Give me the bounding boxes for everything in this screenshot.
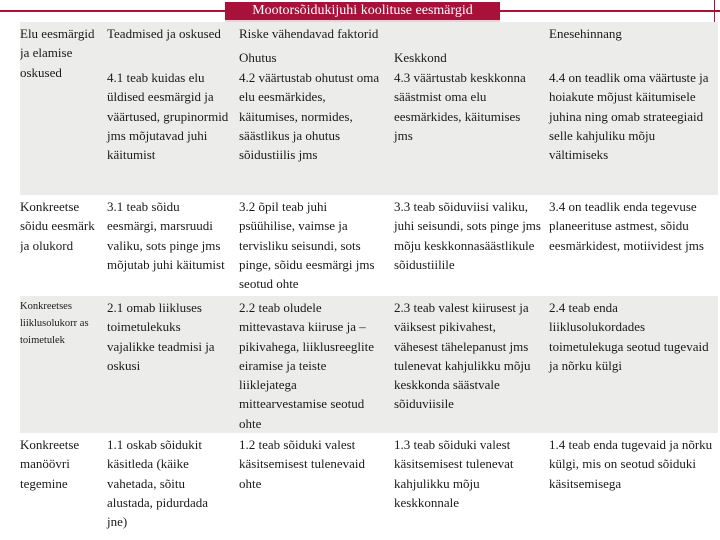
cell-3-1: 3.1 teab sõidu eesmärgi, marsruudi valiku, sots pinge jms mõjutab juhi käitumist [103,195,235,296]
cell-2-3: 2.3 teab valest kiirusest ja väiksest pikivahest, vähesest tähelepanust jms tulenevat kahjulikku mõju keskkonda säästvale sõiduviisile [390,296,545,433]
subheader-environment: Keskkond [390,46,545,66]
cell-2-1: 2.1 omab liikluses toimetulekuks vajalikke teadmisi ja oskusi [103,296,235,433]
title-bar [0,0,720,22]
cell-1-3: 1.3 teab sõiduki valest käsitsemisest tulenevat kahjulikku mõju keskkonnale [390,433,545,540]
subheader-blank [545,46,718,66]
title-rule-cap [714,0,720,22]
cell-3-2: 3.2 õpil teab juhi psüühilise, vaimse ja tervisliku seisundi, sots pinge, sõidu eesmärgi jms seotud ohte [235,195,390,296]
cell-4-2: 4.2 väärtustab ohutust oma elu eesmärkides, käitumises, normides, säästlikus ja ohutus sõidustiilis jms [235,66,390,195]
row-label-maneuver: Konkreetse manöövri tegemine [20,433,103,540]
objectives-table [20,22,718,540]
cell-3-3: 3.3 teab sõiduviisi valiku, juhi seisundi, sots pinge jms mõju keskkonnasäästlikule sõidustiilile [390,195,545,296]
cell-1-1: 1.1 oskab sõidukit käsitleda (käike vahetada, sõitu alustada, pidurdada jne) [103,433,235,540]
header-knowledge-skills: Teadmised ja oskused [103,22,235,46]
cell-4-1: 4.1 teab kuidas elu üldised eesmärgid ja väärtused, grupinormid jms mõjutavad juhi käitumist [103,66,235,195]
row-label-trip-goal: Konkreetse sõidu eesmärk ja olukord [20,195,103,296]
header-blank [103,46,235,66]
cell-2-2: 2.2 teab oludele mittevastava kiiruse ja – pikivahega, liiklusreeglite eiramise ja teiste liiklejatega mittearvestamise seotud ohte [235,296,390,433]
header-self-assessment: Enesehinnang [545,22,718,46]
cell-4-4: 4.4 on teadlik oma väärtuste ja hoiakute mõjust käitumisele juhina ning omab strateegiaid selle kahjuliku mõju vältimiseks [545,66,718,195]
cell-1-2: 1.2 teab sõiduki valest käsitsemisest tulenevaid ohte [235,433,390,540]
subheader-safety: Ohutus [235,46,390,66]
cell-2-4: 2.4 teab enda liiklusolukordades toimetulekuga seotud tugevaid ja nõrku külgi [545,296,718,433]
header-risk-factors: Riske vähendavad faktorid [235,22,545,46]
row-label-traffic-situation: Konkreetses liiklusolukorr as toimetulek [20,296,103,433]
title-rule-right [500,10,720,12]
cell-1-4: 1.4 teab enda tugevaid ja nõrku külgi, mis on seotud sõiduki käsitsemisega [545,433,718,540]
cell-4-3: 4.3 väärtustab keskkonna säästmist oma elu eesmärkides, käitumises jms [390,66,545,195]
cell-3-4: 3.4 on teadlik enda tegevuse planeerituse astmest, sõidu eesmärkidest, motiividest jms [545,195,718,296]
title-rule-left [0,10,225,12]
row-label-life-goals: Elu eesmärgid ja elamise oskused [20,22,103,195]
page-title: Mootorsõidukijuhi koolituse eesmärgid [225,2,500,22]
